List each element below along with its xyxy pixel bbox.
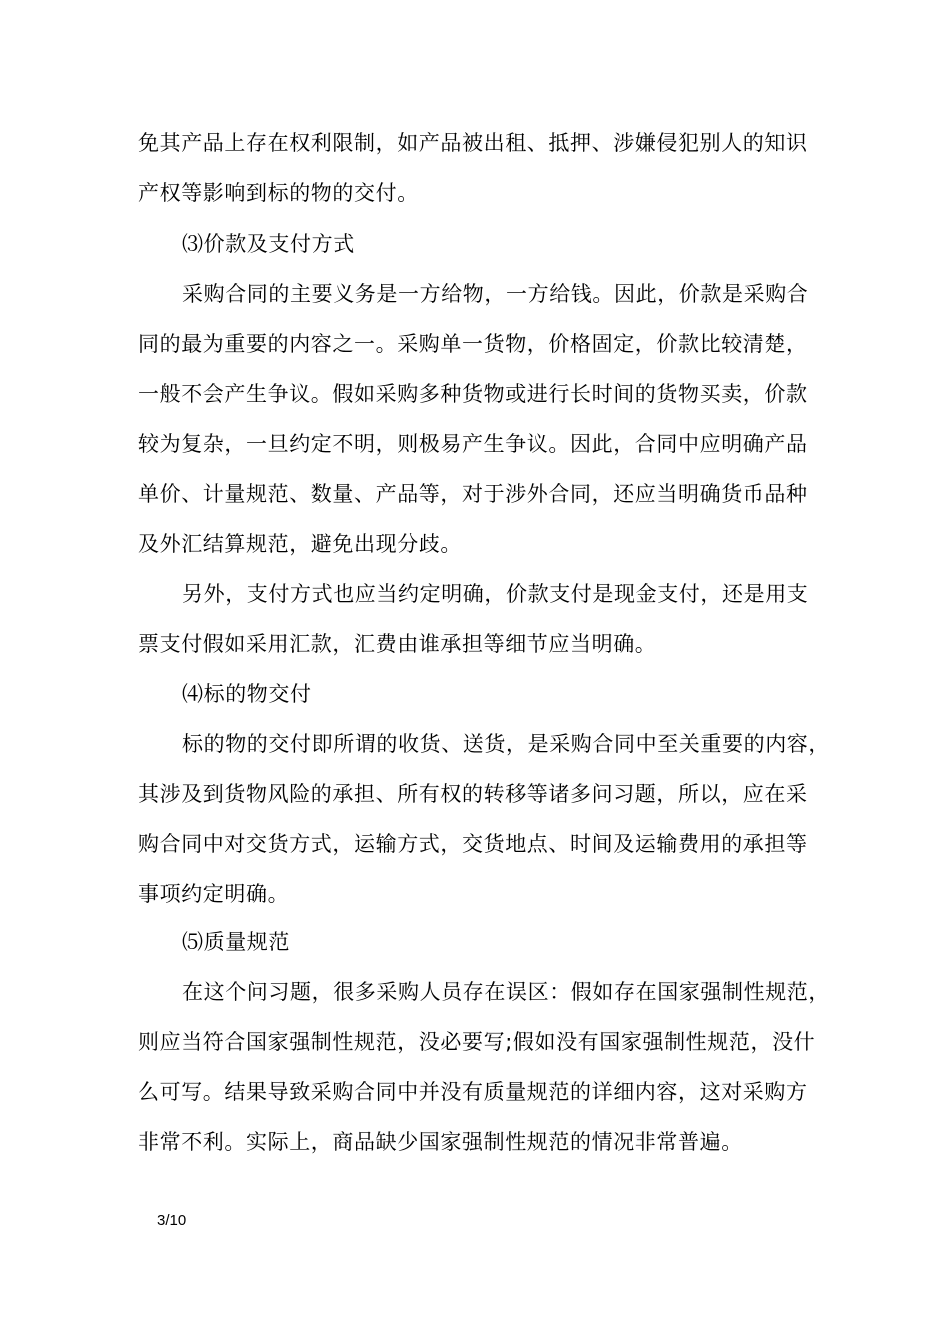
paragraph-line: 购合同中对交货方式，运输方式，交货地点、时间及运输费用的承担等 [138, 832, 808, 856]
paragraph-line: 一般不会产生争议。假如采购多种货物或进行长时间的货物买卖，价款 [138, 382, 808, 406]
paragraph-line: 采购合同的主要义务是一方给物，一方给钱。因此，价款是采购合 [182, 282, 809, 306]
section-heading-price-payment: ⑶价款及支付方式 [182, 232, 355, 256]
paragraph-line: 较为复杂，一旦约定不明，则极易产生争议。因此，合同中应明确产品 [138, 432, 808, 456]
paragraph-line: 票支付假如采用汇款，汇费由谁承担等细节应当明确。 [138, 632, 657, 656]
section-heading-quality: ⑸质量规范 [182, 930, 290, 954]
paragraph-line: 其涉及到货物风险的承担、所有权的转移等诸多问习题，所以，应在采 [138, 782, 808, 806]
paragraph-line: 免其产品上存在权利限制，如产品被出租、抵押、涉嫌侵犯别人的知识 [138, 131, 808, 155]
section-heading-delivery: ⑷标的物交付 [182, 682, 312, 706]
paragraph-line: 么可写。结果导致采购合同中并没有质量规范的详细内容，这对采购方 [138, 1080, 808, 1104]
page-number: 3/10 [157, 1212, 187, 1229]
paragraph-line: 非常不利。实际上，商品缺少国家强制性规范的情况非常普遍。 [138, 1130, 743, 1154]
paragraph-line: 单价、计量规范、数量、产品等，对于涉外合同，还应当明确货币品种 [138, 482, 808, 506]
paragraph-line: 及外汇结算规范，避免出现分歧。 [138, 532, 462, 556]
paragraph-line: 标的物的交付即所谓的收货、送货，是采购合同中至关重要的内容， [182, 732, 830, 756]
paragraph-line: 在这个问习题，很多采购人员存在误区：假如存在国家强制性规范， [182, 980, 830, 1004]
paragraph-line: 同的最为重要的内容之一。采购单一货物，价格固定，价款比较清楚， [138, 332, 808, 356]
paragraph-line: 另外，支付方式也应当约定明确，价款支付是现金支付，还是用支 [182, 582, 809, 606]
paragraph-line: 产权等影响到标的物的交付。 [138, 181, 419, 205]
paragraph-line: 事项约定明确。 [138, 882, 290, 906]
paragraph-line: 则应当符合国家强制性规范，没必要写;假如没有国家强制性规范，没什 [138, 1030, 816, 1054]
